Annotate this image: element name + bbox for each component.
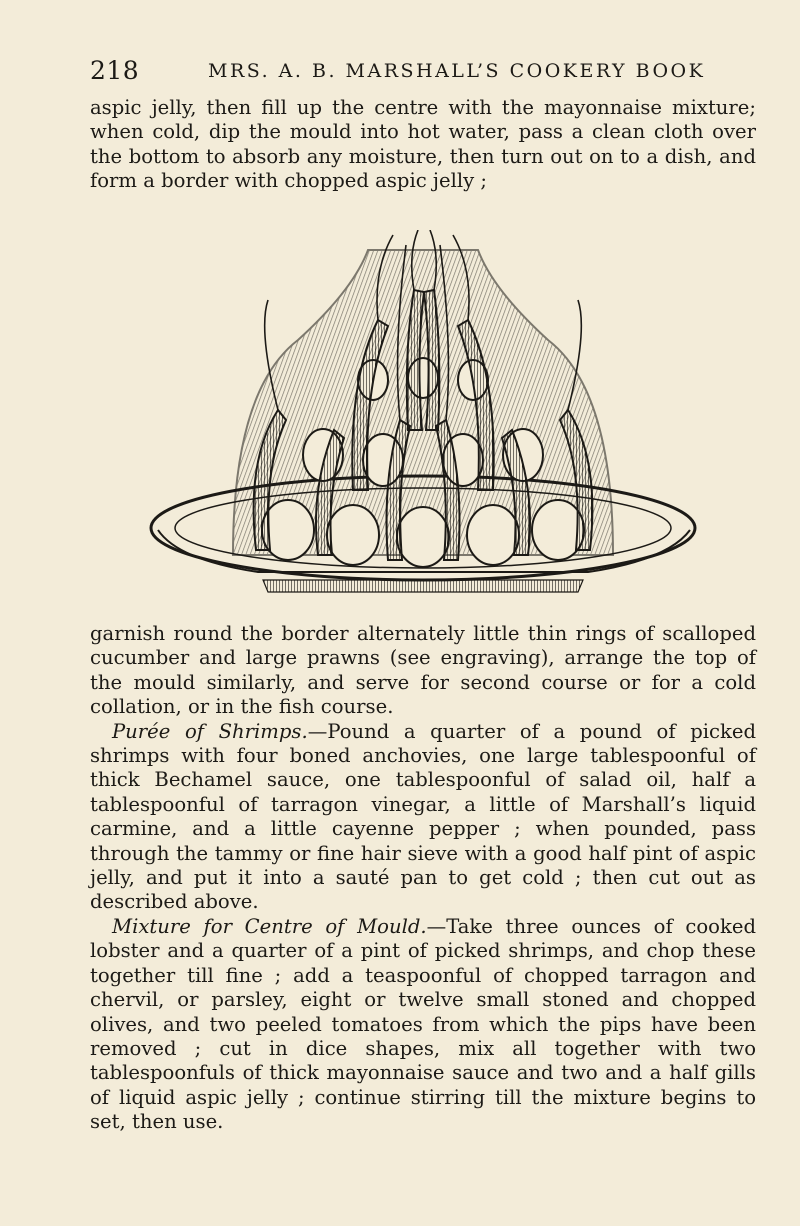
aspic-mould (233, 230, 613, 567)
recipe-puree-of-shrimps (90, 720, 756, 915)
page-header (90, 56, 762, 96)
paragraph-continuation: aspic jelly, then fill up the centre with the mayonnaise mixture; when cold, dip the mould into hot water, pass a clean cloth over the bottom to absorb any moisture, then turn out on to a dish, and form a border with chopped aspic jelly ; (90, 96, 756, 193)
recipe-title-puree: Purée of Shrimps. (112, 719, 308, 743)
recipe-body-mixture: —Take three ounces of cooked lobster and a quarter of a pint of picked shrimps, and chop these together till fine ; add a teaspoonful of chopped tarragon and chervil, or parsley, eight or twelve small stoned and chopped olives, and two peeled tomatoes from which the pips have been removed ; cut in dice shapes, mix all together with two tablespoonfuls of thick mayonnaise sauce and two and a half gills of liquid aspic jelly ; continue stirring till the mixture begins to set, then use. (90, 914, 756, 1134)
recipe-title-mixture: Mixture for Centre of Mould. (112, 914, 427, 938)
text-block-bottom (90, 622, 756, 1135)
recipe-mixture-for-centre (90, 915, 756, 1135)
prawn-aspic-mould-engraving (138, 230, 708, 612)
text-block-top (90, 96, 756, 194)
paragraph-garnish: garnish round the border alternately little thin rings of scalloped cucumber and large prawns (see engraving), arrange the top of the mould similarly, and serve for second course or for a cold collation, or in the fish course. (90, 622, 756, 719)
recipe-body-puree: —Pound a quarter of a pound of picked shrimps with four boned anchovies, one large tablespoonful of thick Bechamel sauce, one tablespoonful of salad oil, half a tablespoonful of tarragon vinegar, a little of Marshall’s liquid carmine, and a little cayenne pepper ; when pounded, pass through the tammy or fine hair sieve with a good half pint of aspic jelly, and put it into a sauté pan to get cold ; then cut out as described above. (90, 719, 756, 914)
running-head: MRS. A. B. MARSHALL’S COOKERY BOOK (208, 60, 706, 82)
page-number: 218 (90, 56, 140, 85)
